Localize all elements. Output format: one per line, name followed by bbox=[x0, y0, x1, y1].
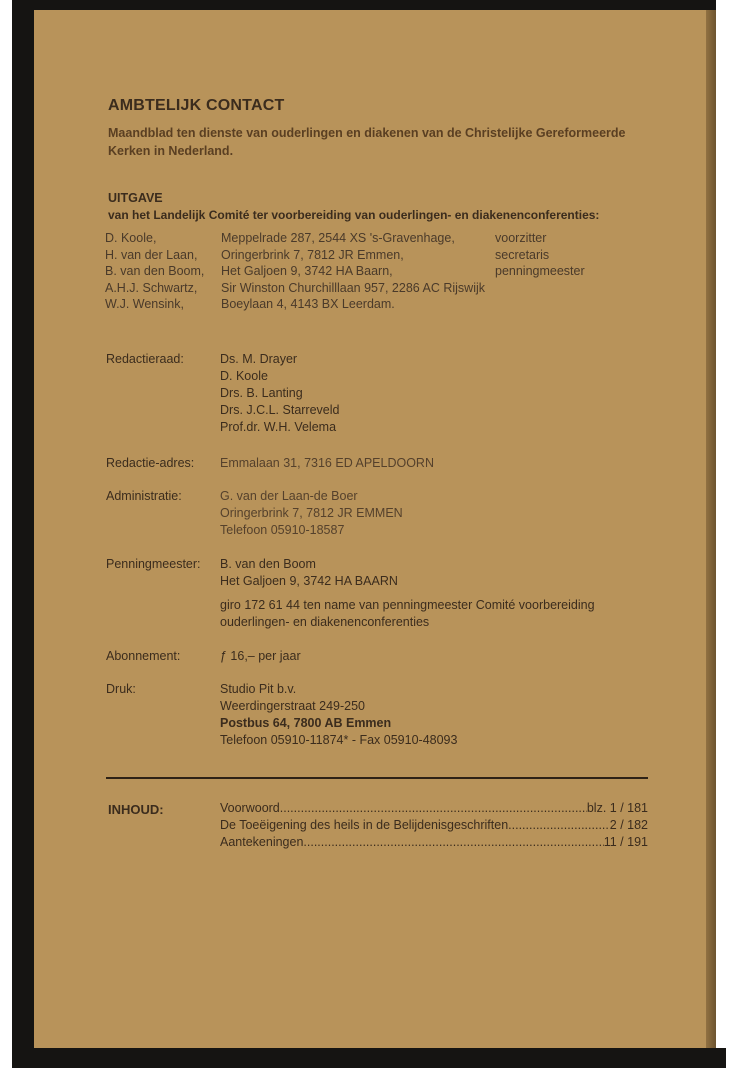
druk-lines bbox=[220, 681, 457, 749]
committee-member-address: Meppelrade 287, 2544 XS 's-Gravenhage, bbox=[221, 231, 455, 245]
toc-leader-dots bbox=[508, 818, 610, 832]
penningmeester-line: B. van den Boom bbox=[220, 557, 316, 571]
committee-member-address: Oringerbrink 7, 7812 JR Emmen, bbox=[221, 247, 404, 262]
committee-member-role: voorzitter bbox=[495, 231, 547, 245]
scan-edge-bottom bbox=[12, 1048, 726, 1068]
committee-member-address: Sir Winston Churchilllaan 957, 2286 AC Rijswijk bbox=[221, 280, 486, 295]
scan-edge-left bbox=[12, 0, 34, 1068]
penningmeester-line: Het Galjoen 9, 3742 HA BAARN bbox=[220, 574, 398, 588]
publisher-heading: UITGAVE bbox=[108, 191, 163, 205]
redactieraad-member: Drs. J.C.L. Starreveld bbox=[220, 403, 340, 417]
toc-item bbox=[220, 835, 648, 852]
inhoud-label: INHOUD: bbox=[108, 802, 164, 817]
druk-label: Druk: bbox=[106, 682, 136, 696]
administratie-line: Telefoon 05910-18587 bbox=[220, 523, 345, 537]
committee-member-name: A.H.J. Schwartz, bbox=[105, 280, 198, 295]
toc-item-page: 11 / 191 bbox=[603, 835, 648, 849]
abonnement-label: Abonnement: bbox=[106, 649, 181, 663]
redactieraad-members bbox=[220, 351, 339, 436]
redactie-adres-label: Redactie-adres: bbox=[106, 456, 195, 470]
toc-item-title: De Toeëigening des heils in de Belijdenisgeschriften bbox=[220, 818, 509, 832]
committee-member-address: Het Galjoen 9, 3742 HA Baarn, bbox=[221, 264, 393, 278]
toc-leader-dots bbox=[303, 835, 603, 849]
administratie-label: Administratie: bbox=[106, 489, 182, 503]
committee-member-address: Boeylaan 4, 4143 BX Leerdam. bbox=[221, 297, 395, 311]
committee-member-name: H. van der Laan, bbox=[105, 247, 198, 262]
committee-member-name: D. Koole, bbox=[105, 231, 157, 245]
redactieraad-member: Ds. M. Drayer bbox=[220, 352, 298, 366]
toc-item-page: blz. 1 / 181 bbox=[586, 801, 648, 815]
redactieraad-label: Redactieraad: bbox=[106, 352, 184, 366]
redactieraad-member: D. Koole bbox=[220, 369, 268, 383]
abonnement-price: ƒ 16,– per jaar bbox=[220, 649, 301, 663]
publisher-name: van het Landelijk Comité ter voorbereiding van ouderlingen- en diakenenconferenties: bbox=[108, 208, 600, 222]
druk-line: Weerdingerstraat 249-250 bbox=[220, 699, 365, 713]
page-title: AMBTELIJK CONTACT bbox=[108, 97, 285, 114]
giro-line: giro 172 61 44 ten name van penningmeester Comité voorbereiding bbox=[220, 598, 595, 612]
committee-member-role: secretaris bbox=[495, 247, 550, 262]
druk-line: Studio Pit b.v. bbox=[220, 682, 297, 696]
redactieraad-member: Drs. B. Lanting bbox=[220, 386, 303, 400]
giro-info bbox=[220, 597, 595, 631]
administratie-line: G. van der Laan-de Boer bbox=[220, 489, 358, 503]
penningmeester-lines bbox=[220, 556, 398, 590]
toc-item-title: Aantekeningen bbox=[220, 835, 304, 849]
scan-edge-top bbox=[12, 0, 716, 10]
administratie-lines bbox=[220, 488, 403, 539]
toc-item bbox=[220, 818, 648, 835]
toc-leader-dots bbox=[280, 801, 587, 815]
page-subtitle: Maandblad ten dienste van ouderlingen en diakenen van de Christelijke Gereformeerde Kerken in Nederland. bbox=[108, 126, 626, 158]
committee-member-name: W.J. Wensink, bbox=[105, 297, 184, 311]
redactie-adres-value bbox=[220, 455, 434, 472]
penningmeester-label: Penningmeester: bbox=[106, 557, 201, 571]
committee-member-role: penningmeester bbox=[495, 264, 585, 278]
redactieraad-member: Prof.dr. W.H. Velema bbox=[220, 420, 337, 434]
druk-line: Telefoon 05910-11874* - Fax 05910-48093 bbox=[220, 733, 458, 747]
administratie-line: Oringerbrink 7, 7812 JR EMMEN bbox=[220, 506, 403, 520]
table-of-contents bbox=[220, 801, 648, 852]
section-divider bbox=[106, 777, 648, 779]
toc-item bbox=[220, 801, 648, 818]
committee-member-name: B. van den Boom, bbox=[105, 264, 205, 278]
giro-line: ouderlingen- en diakenenconferenties bbox=[220, 615, 430, 629]
toc-item-title: Voorwoord bbox=[220, 801, 280, 815]
toc-item-page: 2 / 182 bbox=[609, 818, 648, 832]
redactie-adres-text: Emmalaan 31, 7316 ED APELDOORN bbox=[220, 456, 434, 470]
druk-line: Postbus 64, 7800 AB Emmen bbox=[220, 716, 392, 730]
abonnement-value bbox=[220, 648, 301, 665]
